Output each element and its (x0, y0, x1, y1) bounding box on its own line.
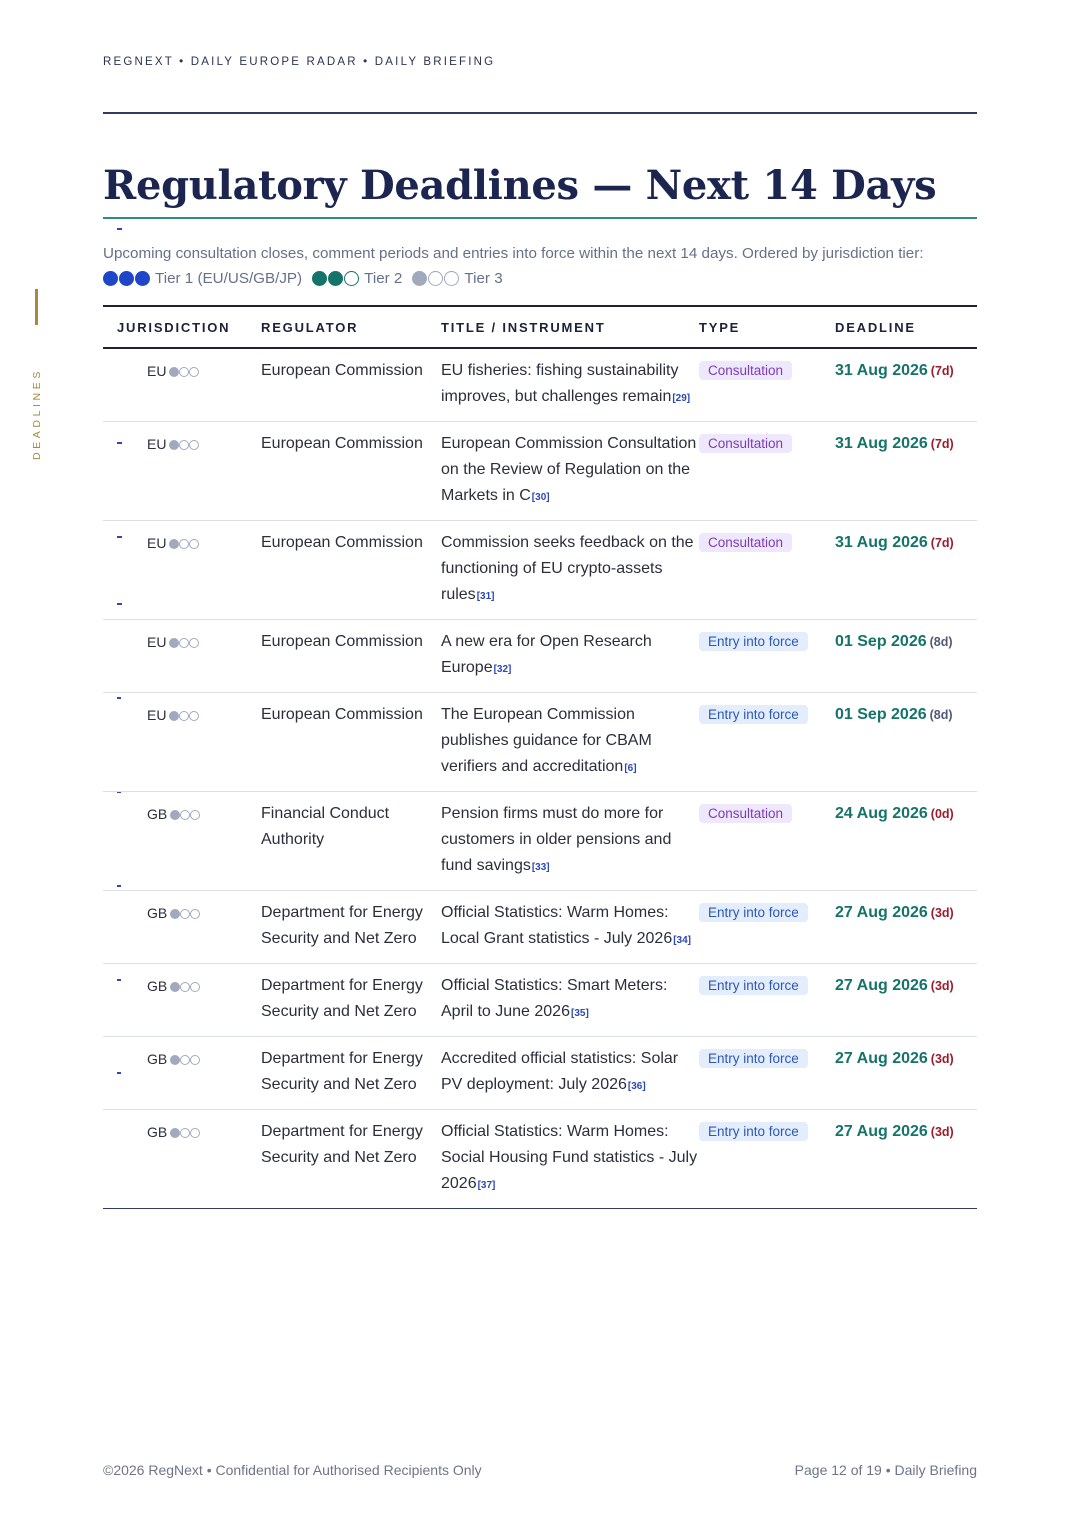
instrument-title: Pension firms must do more for customers in older pensions and fund savings (441, 805, 672, 874)
jurisdiction-cell (103, 964, 261, 1037)
instrument-title: Official Statistics: Warm Homes: Social Housing Fund statistics - July 2026 (441, 1123, 698, 1192)
days-remaining: (3d) (930, 1125, 954, 1139)
regulator-cell: Department for Energy Security and Net Zero (261, 1037, 441, 1110)
deadline-date: 27 Aug 2026 (835, 977, 928, 994)
table-row (103, 521, 977, 620)
col-type: TYPE (699, 306, 835, 348)
tier-dot-empty-icon (179, 539, 189, 549)
jurisdiction-cell (103, 348, 261, 422)
tier-dot-icon (169, 539, 179, 549)
tier-dot-empty-icon (444, 271, 459, 286)
days-remaining: (3d) (930, 906, 954, 920)
page-breadcrumb: REGNEXT • DAILY EUROPE RADAR • DAILY BRIEFING (103, 56, 496, 68)
jurisdiction-code: GB (147, 806, 168, 822)
tier-dot-icon (412, 271, 427, 286)
jurisdiction-cell (103, 521, 261, 620)
days-remaining: (8d) (929, 708, 953, 722)
regulator-cell: Department for Energy Security and Net Zero (261, 1110, 441, 1209)
tier-dot-empty-icon (180, 1055, 190, 1065)
table-row (103, 422, 977, 521)
jurisdiction-cell (103, 891, 261, 964)
tier-dot-icon (169, 711, 179, 721)
tier-dot-empty-icon (180, 1128, 190, 1138)
type-cell (699, 521, 835, 620)
deadline-date: 24 Aug 2026 (835, 805, 928, 822)
reference-link[interactable]: [32] (493, 664, 512, 675)
jurisdiction-cell (103, 1110, 261, 1209)
col-title: TITLE / INSTRUMENT (441, 306, 699, 348)
deadline-date: 01 Sep 2026 (835, 633, 927, 650)
deadline-cell (835, 348, 977, 422)
reference-link[interactable]: [34] (673, 935, 692, 946)
regulator-cell: European Commission (261, 348, 441, 422)
deadline-cell (835, 422, 977, 521)
tier-dot-empty-icon (179, 367, 189, 377)
type-badge: Consultation (699, 804, 792, 823)
col-regulator: REGULATOR (261, 306, 441, 348)
days-remaining: (3d) (930, 1052, 954, 1066)
regulator-cell: Department for Energy Security and Net Zero (261, 891, 441, 964)
type-cell (699, 348, 835, 422)
tier-dot-icon (169, 367, 179, 377)
type-cell (699, 891, 835, 964)
instrument-title: EU fisheries: fishing sustainability improves, but challenges remain (441, 362, 679, 405)
table-row (103, 792, 977, 891)
jurisdiction-code: EU (147, 707, 167, 723)
jurisdiction-cell (103, 693, 261, 792)
type-badge: Entry into force (699, 1122, 808, 1141)
type-cell (699, 964, 835, 1037)
table-header (103, 306, 977, 348)
tier-dot-empty-icon (428, 271, 443, 286)
jurisdiction-code: EU (147, 634, 167, 650)
instrument-title: The European Commission publishes guidance for CBAM verifiers and accreditation (441, 706, 652, 775)
tier-dot-empty-icon (189, 440, 199, 450)
col-deadline: DEADLINE (835, 306, 977, 348)
title-cell (441, 620, 699, 693)
jurisdiction-code: EU (147, 535, 167, 551)
jurisdiction-code: GB (147, 1124, 168, 1140)
tier-dot-empty-icon (344, 271, 359, 286)
tier-legend (103, 267, 983, 292)
instrument-title: European Commission Consultation on the Review of Regulation on the Markets in C (441, 435, 697, 504)
tier-dot-empty-icon (190, 810, 200, 820)
days-remaining: (7d) (930, 536, 954, 550)
type-cell (699, 1110, 835, 1209)
reference-link[interactable]: [6] (624, 763, 637, 774)
title-divider (103, 217, 977, 219)
deadline-date: 27 Aug 2026 (835, 1050, 928, 1067)
intro-block (103, 242, 983, 291)
type-badge: Consultation (699, 361, 792, 380)
type-badge: Entry into force (699, 976, 808, 995)
deadline-date: 31 Aug 2026 (835, 534, 928, 551)
type-badge: Entry into force (699, 1049, 808, 1068)
jurisdiction-code: GB (147, 978, 168, 994)
deadline-cell (835, 792, 977, 891)
tier-dot-empty-icon (179, 440, 189, 450)
legend-tier1-label: Tier 1 (EU/US/GB/JP) (155, 269, 303, 287)
tier-dot-icon (119, 271, 134, 286)
tier-dot-icon (170, 909, 180, 919)
type-badge: Entry into force (699, 632, 808, 651)
regulator-cell: European Commission (261, 620, 441, 693)
deadline-cell (835, 693, 977, 792)
tier-dot-icon (328, 271, 343, 286)
tier-dot-icon (135, 271, 150, 286)
footer-copyright: ©2026 RegNext • Confidential for Authorised Recipients Only (103, 1462, 482, 1478)
tier-dot-icon (103, 271, 118, 286)
deadline-date: 27 Aug 2026 (835, 1123, 928, 1140)
tier-dot-empty-icon (189, 539, 199, 549)
title-cell (441, 1037, 699, 1110)
title-cell (441, 964, 699, 1037)
days-remaining: (7d) (930, 437, 954, 451)
intro-text: Upcoming consultation closes, comment periods and entries into force within the next 14 days. Ordered by jurisdiction tier: (103, 245, 924, 262)
days-remaining: (7d) (930, 364, 954, 378)
footer-page-info: Page 12 of 19 • Daily Briefing (794, 1462, 977, 1478)
title-cell (441, 348, 699, 422)
tier-dot-icon (312, 271, 327, 286)
deadline-date: 31 Aug 2026 (835, 362, 928, 379)
type-cell (699, 792, 835, 891)
reference-link[interactable]: [35] (570, 1008, 589, 1019)
tier-dot-icon (169, 638, 179, 648)
type-badge: Entry into force (699, 705, 808, 724)
tier-dot-icon (170, 1055, 180, 1065)
title-cell (441, 1110, 699, 1209)
deadline-cell (835, 521, 977, 620)
deadline-date: 27 Aug 2026 (835, 904, 928, 921)
regulator-cell: Department for Energy Security and Net Zero (261, 964, 441, 1037)
col-jurisdiction: JURISDICTION (103, 306, 261, 348)
table-row (103, 1110, 977, 1209)
type-cell (699, 693, 835, 792)
header-divider (103, 112, 977, 114)
type-badge: Consultation (699, 533, 792, 552)
legend-tier2 (312, 267, 402, 292)
instrument-title: Official Statistics: Smart Meters: April to June 2026 (441, 977, 668, 1020)
tier-dot-empty-icon (180, 909, 190, 919)
regulator-cell: European Commission (261, 422, 441, 521)
tier-dot-empty-icon (189, 638, 199, 648)
tier-dot-empty-icon (190, 909, 200, 919)
title-cell (441, 792, 699, 891)
tier-dot-icon (170, 1128, 180, 1138)
legend-tier1 (103, 267, 302, 292)
jurisdiction-cell (103, 1037, 261, 1110)
reference-link[interactable]: [33] (531, 862, 550, 873)
type-cell (699, 620, 835, 693)
table-body (103, 348, 977, 1209)
reference-link[interactable]: [30] (531, 492, 550, 503)
title-cell (441, 693, 699, 792)
jurisdiction-code: GB (147, 1051, 168, 1067)
title-cell (441, 891, 699, 964)
margin-tick (117, 228, 122, 230)
jurisdiction-cell (103, 620, 261, 693)
tier-dot-empty-icon (180, 810, 190, 820)
type-cell (699, 422, 835, 521)
type-badge: Entry into force (699, 903, 808, 922)
legend-tier3 (412, 267, 502, 292)
regulator-cell: European Commission (261, 693, 441, 792)
jurisdiction-cell (103, 422, 261, 521)
regulator-cell: Financial Conduct Authority (261, 792, 441, 891)
side-accent-bar (35, 289, 38, 325)
regulator-cell: European Commission (261, 521, 441, 620)
deadline-date: 31 Aug 2026 (835, 435, 928, 452)
tier-dot-empty-icon (180, 982, 190, 992)
tier-dot-empty-icon (189, 367, 199, 377)
table-row (103, 964, 977, 1037)
type-cell (699, 1037, 835, 1110)
deadlines-table (103, 305, 977, 1209)
instrument-title: Official Statistics: Warm Homes: Local Grant statistics - July 2026 (441, 904, 673, 947)
jurisdiction-code: EU (147, 363, 167, 379)
days-remaining: (3d) (930, 979, 954, 993)
table-row (103, 348, 977, 422)
instrument-title: Accredited official statistics: Solar PV deployment: July 2026 (441, 1050, 679, 1093)
legend-tier3-label: Tier 3 (464, 269, 503, 287)
instrument-title: A new era for Open Research Europe (441, 633, 652, 676)
table-row (103, 620, 977, 693)
reference-link[interactable]: [37] (477, 1180, 496, 1191)
jurisdiction-cell (103, 792, 261, 891)
tier-dot-empty-icon (190, 1128, 200, 1138)
tier-dot-empty-icon (179, 711, 189, 721)
jurisdiction-code: GB (147, 905, 168, 921)
deadline-cell (835, 891, 977, 964)
jurisdiction-code: EU (147, 436, 167, 452)
side-section-label: DEADLINES (31, 368, 43, 460)
table-row (103, 1037, 977, 1110)
tier-dot-icon (170, 810, 180, 820)
deadline-cell (835, 1037, 977, 1110)
tier-dot-empty-icon (179, 638, 189, 648)
tier-dot-empty-icon (190, 1055, 200, 1065)
type-badge: Consultation (699, 434, 792, 453)
tier-dot-icon (170, 982, 180, 992)
instrument-title: Commission seeks feedback on the functioning of EU crypto-assets rules (441, 534, 694, 603)
table-row (103, 891, 977, 964)
title-cell (441, 521, 699, 620)
reference-link[interactable]: [29] (672, 393, 691, 404)
title-cell (441, 422, 699, 521)
table-row (103, 693, 977, 792)
tier-dot-empty-icon (190, 982, 200, 992)
days-remaining: (8d) (929, 635, 953, 649)
page-title: Regulatory Deadlines — Next 14 Days (103, 162, 937, 209)
tier-dot-icon (169, 440, 179, 450)
deadline-cell (835, 964, 977, 1037)
reference-link[interactable]: [36] (627, 1081, 646, 1092)
deadline-cell (835, 1110, 977, 1209)
legend-tier2-label: Tier 2 (364, 269, 403, 287)
tier-dot-empty-icon (189, 711, 199, 721)
deadline-cell (835, 620, 977, 693)
days-remaining: (0d) (930, 807, 954, 821)
deadline-date: 01 Sep 2026 (835, 706, 927, 723)
reference-link[interactable]: [31] (476, 591, 495, 602)
